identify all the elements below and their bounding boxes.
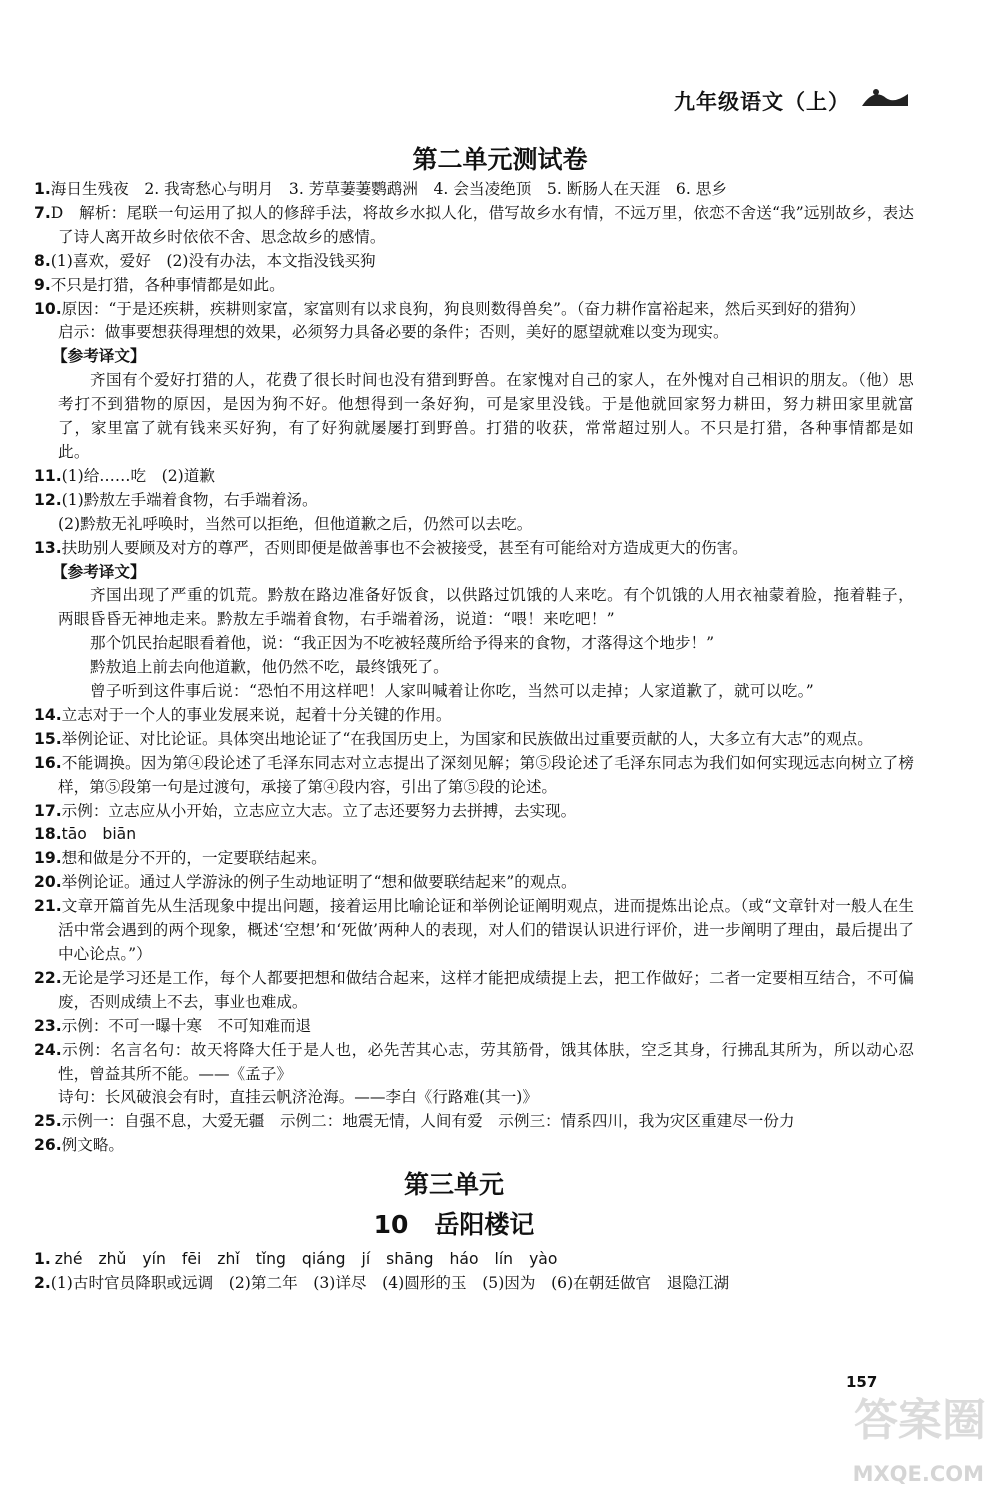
item-text: 举例论证、对比论证。具体突出地论证了“在我国历史上，为国家和民族做出过重要贡献的人，大多立有大志”的观点。 xyxy=(61,729,873,748)
translation-paragraph: 齐国出现了严重的饥荒。黔敖在路边准备好饭食，以供路过饥饿的人来吃。有个饥饿的人用衣袖蒙着脸，拖着鞋子，两眼昏昏无神地走来。黔敖左手端着食物，右手端着汤，说道：“喂！来吃吧！” xyxy=(58,586,914,629)
item-text: (2)黔敖无礼呼唤时，当然可以拒绝，但他道歉之后，仍然可以去吃。 xyxy=(58,514,533,533)
test-title: 第二单元测试卷 xyxy=(412,145,588,174)
answer-item xyxy=(34,728,914,752)
item-number: 2. xyxy=(34,1274,51,1293)
item-number: 18. xyxy=(34,825,62,844)
item-text: 示例：名言名句：故天将降大任于是人也，必先苦其心志，劳其筋骨，饿其体肤，空乏其身，行拂乱其所为，所以动心忍性，曾益其所不能。——《孟子》 xyxy=(58,1040,914,1083)
item-number: 12. xyxy=(34,490,62,509)
answer-item xyxy=(34,202,914,250)
answer-item xyxy=(34,1015,914,1039)
item-number: 22. xyxy=(34,968,62,987)
item-number: 7. xyxy=(34,203,51,222)
pinyin: yín xyxy=(142,1250,166,1269)
pinyin: fēi xyxy=(181,1250,202,1269)
item-text: (1)喜欢，爱好 (2)没有办法，本文指没钱买狗 xyxy=(50,251,376,270)
lesson-number: 10 xyxy=(373,1210,409,1240)
item-text: 例文略。 xyxy=(61,1136,125,1155)
item-number: 21. xyxy=(34,897,62,916)
item-text: 不能调换。因为第④段论述了毛泽东同志对立志提出了深刻见解；第⑤段论述了毛泽东同志为我们如何实现远志向树立了榜样，第⑤段第一句是过渡句，承接了第④段内容，引出了第⑤段的论述。 xyxy=(58,753,914,796)
item-number: 10. xyxy=(34,299,62,318)
answer-item xyxy=(34,537,914,561)
answer-item xyxy=(34,704,914,728)
answer-item xyxy=(34,513,914,537)
item-number: 11. xyxy=(34,466,62,485)
item-text: 启示：做事要想获得理想的效果，必须努力具备必要的条件；否则，美好的愿望就难以变为现实。 xyxy=(58,323,729,342)
answer-content xyxy=(34,178,914,1296)
pinyin: shāng xyxy=(386,1250,434,1269)
item-text: (1)古时官员降职或远调 (2)第二年 (3)详尽 (4)圆形的玉 (5)因为 (6)在朝廷做官 退隐江湖 xyxy=(50,1274,730,1293)
item-number: 1. xyxy=(34,180,51,198)
answer-item-pinyin xyxy=(34,1248,914,1272)
item-text: (1)给……吃 (2)道歉 xyxy=(61,466,215,485)
item-number: 20. xyxy=(34,873,62,892)
answer-item xyxy=(34,465,914,489)
item-number: 9. xyxy=(34,275,51,294)
translation-paragraph: 曾子听到这件事后说：“恐怕不用这样吧！人家叫喊着让你吃，当然可以走掉；人家道歉了，就可以吃。” xyxy=(90,682,814,701)
item-number: 19. xyxy=(34,849,62,868)
answer-item xyxy=(34,895,914,967)
answer-item xyxy=(34,871,914,895)
item-text: 海日生残夜 2. 我寄愁心与明月 3. 芳草萋萋鹦鹉洲 4. 会当凌绝顶 5. 断肠人在天涯 6. 思乡 xyxy=(50,180,727,198)
answer-item xyxy=(34,1086,914,1110)
header-decoration-icon xyxy=(860,84,910,110)
header-series-tag: 九年级语文（上） xyxy=(674,90,850,114)
answer-item xyxy=(34,752,914,800)
page-number: 157 xyxy=(846,1373,878,1391)
lesson-name: 岳阳楼记 xyxy=(434,1210,535,1240)
answer-item xyxy=(34,800,914,824)
answer-item xyxy=(34,274,914,298)
answer-item xyxy=(34,1134,914,1158)
item-number: 13. xyxy=(34,538,62,557)
pinyin: zhǐ xyxy=(217,1250,240,1269)
item-number: 16. xyxy=(34,753,62,772)
item-text: 示例一：自强不息，大爱无疆 示例二：地震无情，人间有爱 示例三：情系四川，我为灾区重建尽一份力 xyxy=(61,1112,795,1131)
pinyin: jí xyxy=(361,1250,371,1269)
pinyin: zhǔ xyxy=(98,1250,127,1269)
item-text: 举例论证。通过人学游泳的例子生动地证明了“想和做要联结起来”的观点。 xyxy=(61,873,577,892)
item-text: 无论是学习还是工作，每个人都要把想和做结合起来，这样才能把成绩提上去，把工作做好；二者一定要相互结合，不可偏废，否则成绩上不去，事业也难成。 xyxy=(58,968,914,1011)
item-text: 不只是打猎，各种事情都是如此。 xyxy=(50,275,285,294)
watermark-logo xyxy=(822,1378,992,1488)
translation-label: 【参考译文】 xyxy=(52,562,146,581)
pinyin: háo xyxy=(449,1250,479,1269)
item-text: 原因：“于是还疾耕，疾耕则家富，家富则有以求良狗，狗良则数得兽矣”。（奋力耕作富裕起来，然后买到好的猎狗） xyxy=(61,299,866,318)
item-number: 17. xyxy=(34,801,62,820)
item-number: 24. xyxy=(34,1040,62,1059)
item-text: 诗句：长风破浪会有时，直挂云帆济沧海。——李白《行路难(其一)》 xyxy=(58,1088,538,1107)
item-text: (1)黔敖左手端着食物，右手端着汤。 xyxy=(61,490,318,509)
watermark-url: MXQE.COM xyxy=(852,1462,984,1486)
item-number: 14. xyxy=(34,705,62,724)
pinyin: zhé xyxy=(54,1250,83,1269)
item-text: 文章开篇首先从生活现象中提出问题，接着运用比喻论证和举例论证阐明观点，进而提炼出论点。（或“文章针对一般人在生活中常会遇到的两个现象，概述‘空想’和‘死做’两种人的表现，对人们的错误认识进行评价，进一步阐明了理由，最后提出了中心论点。”） xyxy=(58,897,914,963)
item-text: 示例：立志应从小开始，立志应立大志。立了志还要努力去拼搏，去实现。 xyxy=(61,801,577,820)
answer-item xyxy=(34,321,914,345)
answer-item xyxy=(34,489,914,513)
answer-item xyxy=(34,1272,914,1296)
answer-item xyxy=(34,967,914,1015)
item-number: 23. xyxy=(34,1016,62,1035)
item-number: 15. xyxy=(34,729,62,748)
item-text: tāo biān xyxy=(61,825,137,844)
item-number: 25. xyxy=(34,1112,62,1131)
answer-item xyxy=(34,178,914,202)
item-text: 立志对于一个人的事业发展来说，起着十分关键的作用。 xyxy=(61,705,452,724)
item-number: 8. xyxy=(34,251,51,270)
translation-text: 齐国有个爱好打猎的人，花费了很长时间也没有猎到野兽。在家愧对自己的家人，在外愧对自己相识的朋友。（他）思考打不到猎物的原因，是因为狗不好。他想得到一条好狗，可是家里没钱。于是他就回家努力耕田，努力耕田家里就富了，家里富了就有钱来买好狗，有了好狗就屡屡打到野兽。打猎的收获，常常超过别人。不只是打猎，各种事情都是如此。 xyxy=(58,371,914,461)
pinyin: qiáng xyxy=(301,1250,346,1269)
answer-item xyxy=(34,823,914,847)
item-number: 1. xyxy=(34,1250,51,1269)
translation-paragraph: 那个饥民抬起眼看着他，说：“我正因为不吃被轻蔑所给予得来的食物，才落得这个地步！” xyxy=(90,634,715,653)
item-number: 26. xyxy=(34,1136,62,1155)
pinyin: tǐng xyxy=(255,1250,286,1269)
pinyin: yào xyxy=(529,1250,558,1269)
answer-item xyxy=(34,1039,914,1087)
answer-item xyxy=(34,1110,914,1134)
item-text: 示例：不可一曝十寒 不可知难而退 xyxy=(61,1016,312,1035)
answer-item xyxy=(34,847,914,871)
item-text: D 解析：尾联一句运用了拟人的修辞手法，将故乡水拟人化，借写故乡水有情，不远万里，依恋不舍送“我”远别故乡，表达了诗人离开故乡时依依不舍、思念故乡的感情。 xyxy=(50,203,914,246)
item-text: 扶助别人要顾及对方的尊严，否则即便是做善事也不会被接受，甚至有可能给对方造成更大的伤害。 xyxy=(61,538,748,557)
answer-item xyxy=(34,250,914,274)
translation-paragraph: 黔敖追上前去向他道歉，他仍然不吃，最终饿死了。 xyxy=(90,658,449,677)
lesson-title xyxy=(34,1208,914,1242)
answer-item xyxy=(34,298,914,322)
watermark-mark: 答案圈 xyxy=(854,1395,986,1446)
pinyin: lín xyxy=(494,1250,514,1269)
translation-label: 【参考译文】 xyxy=(52,347,146,366)
item-text: 想和做是分不开的，一定要联结起来。 xyxy=(61,849,327,868)
unit-title: 第三单元 xyxy=(403,1170,504,1200)
